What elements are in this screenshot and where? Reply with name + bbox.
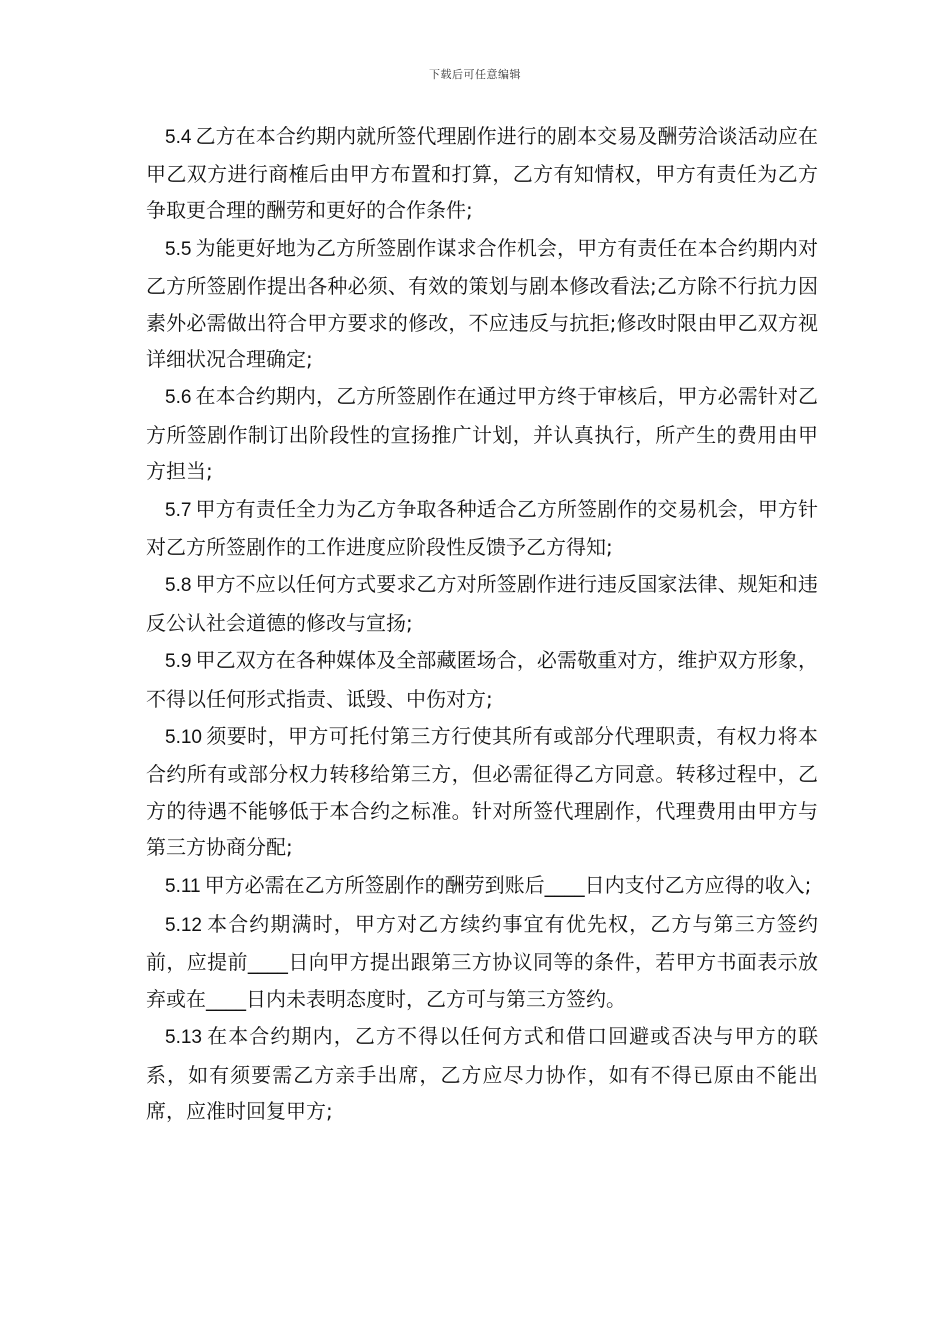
clause-5-11	[146, 867, 818, 905]
clause-text: 为能更好地为乙方所签剧作谋求合作机会，甲方有责任在本合约期内对乙方所签剧作提出各种必须、有效的策划与剧本修改看法;乙方除不行抗力因素外必需做出符合甲方要求的修改，不应违反与抗拒;修改时限由甲乙双方视详细状况合理确定;	[146, 236, 818, 371]
clause-text: 乙方在本合约期内就所签代理剧作进行的剧本交易及酬劳洽谈活动应在甲乙双方进行商榷后由甲方布置和打算，乙方有知情权，甲方有责任为乙方争取更合理的酬劳和更好的合作条件;	[146, 124, 818, 223]
header-note: 下载后可任意编辑	[429, 68, 521, 81]
clause-text: 本合约期满时，甲方对乙方续约事宜有优先权，乙方与第三方签约前，应提前____日向甲方提出跟第三方协议同等的条件，若甲方书面表示放弃或在____日内未表明态度时，乙方可与第三方签约。	[146, 912, 818, 1011]
clause-5-7	[146, 491, 818, 565]
clause-number: 5.10	[165, 727, 202, 749]
clause-number: 5.4	[165, 127, 192, 148]
clause-number: 5.6	[165, 387, 192, 409]
clause-list	[146, 118, 818, 1130]
clause-number: 5.11	[165, 875, 201, 897]
clause-5-13	[146, 1018, 818, 1129]
clause-number: 5.5	[165, 239, 192, 261]
clause-number: 5.12	[165, 915, 202, 937]
clause-text: 甲乙双方在各种媒体及全部藏匿场合，必需敬重对方，维护双方形象，不得以任何形式指责、诋毁、中伤对方;	[146, 648, 818, 711]
clause-number: 5.8	[165, 575, 192, 597]
clause-5-12	[146, 906, 818, 1017]
clause-text: 在本合约期内，乙方不得以任何方式和借口回避或否决与甲方的联系，如有须要需乙方亲手出席，乙方应尽力协作，如有不得已原由不能出席，应准时回复甲方;	[146, 1024, 818, 1123]
clause-5-8	[146, 566, 818, 640]
clause-text: 甲方不应以任何方式要求乙方对所签剧作进行违反国家法律、规矩和违反公认社会道德的修改与宣扬;	[146, 572, 818, 635]
clause-text: 甲方必需在乙方所签剧作的酬劳到账后____日内支付乙方应得的收入;	[204, 872, 812, 897]
clause-5-5	[146, 230, 818, 377]
clause-5-10	[146, 718, 818, 865]
clause-text: 甲方有责任全力为乙方争取各种适合乙方所签剧作的交易机会，甲方针对乙方所签剧作的工作进度应阶段性反馈予乙方得知;	[146, 496, 818, 559]
clause-5-4	[146, 118, 818, 229]
clause-number: 5.7	[165, 499, 192, 521]
clause-text: 须要时，甲方可托付第三方行使其所有或部分代理职责，有权力将本合约所有或部分权力转移给第三方，但必需征得乙方同意。转移过程中，乙方的待遇不能够低于本合约之标准。针对所签代理剧作，代理费用由甲方与第三方协商分配;	[146, 724, 818, 859]
clause-text: 在本合约期内，乙方所签剧作在通过甲方终于审核后，甲方必需针对乙方所签剧作制订出阶段性的宣扬推广计划，并认真执行，所产生的费用由甲方担当;	[146, 384, 818, 483]
clause-5-9	[146, 642, 818, 716]
clause-5-6	[146, 378, 818, 489]
clause-number: 5.13	[165, 1027, 202, 1049]
clause-number: 5.9	[165, 651, 192, 673]
